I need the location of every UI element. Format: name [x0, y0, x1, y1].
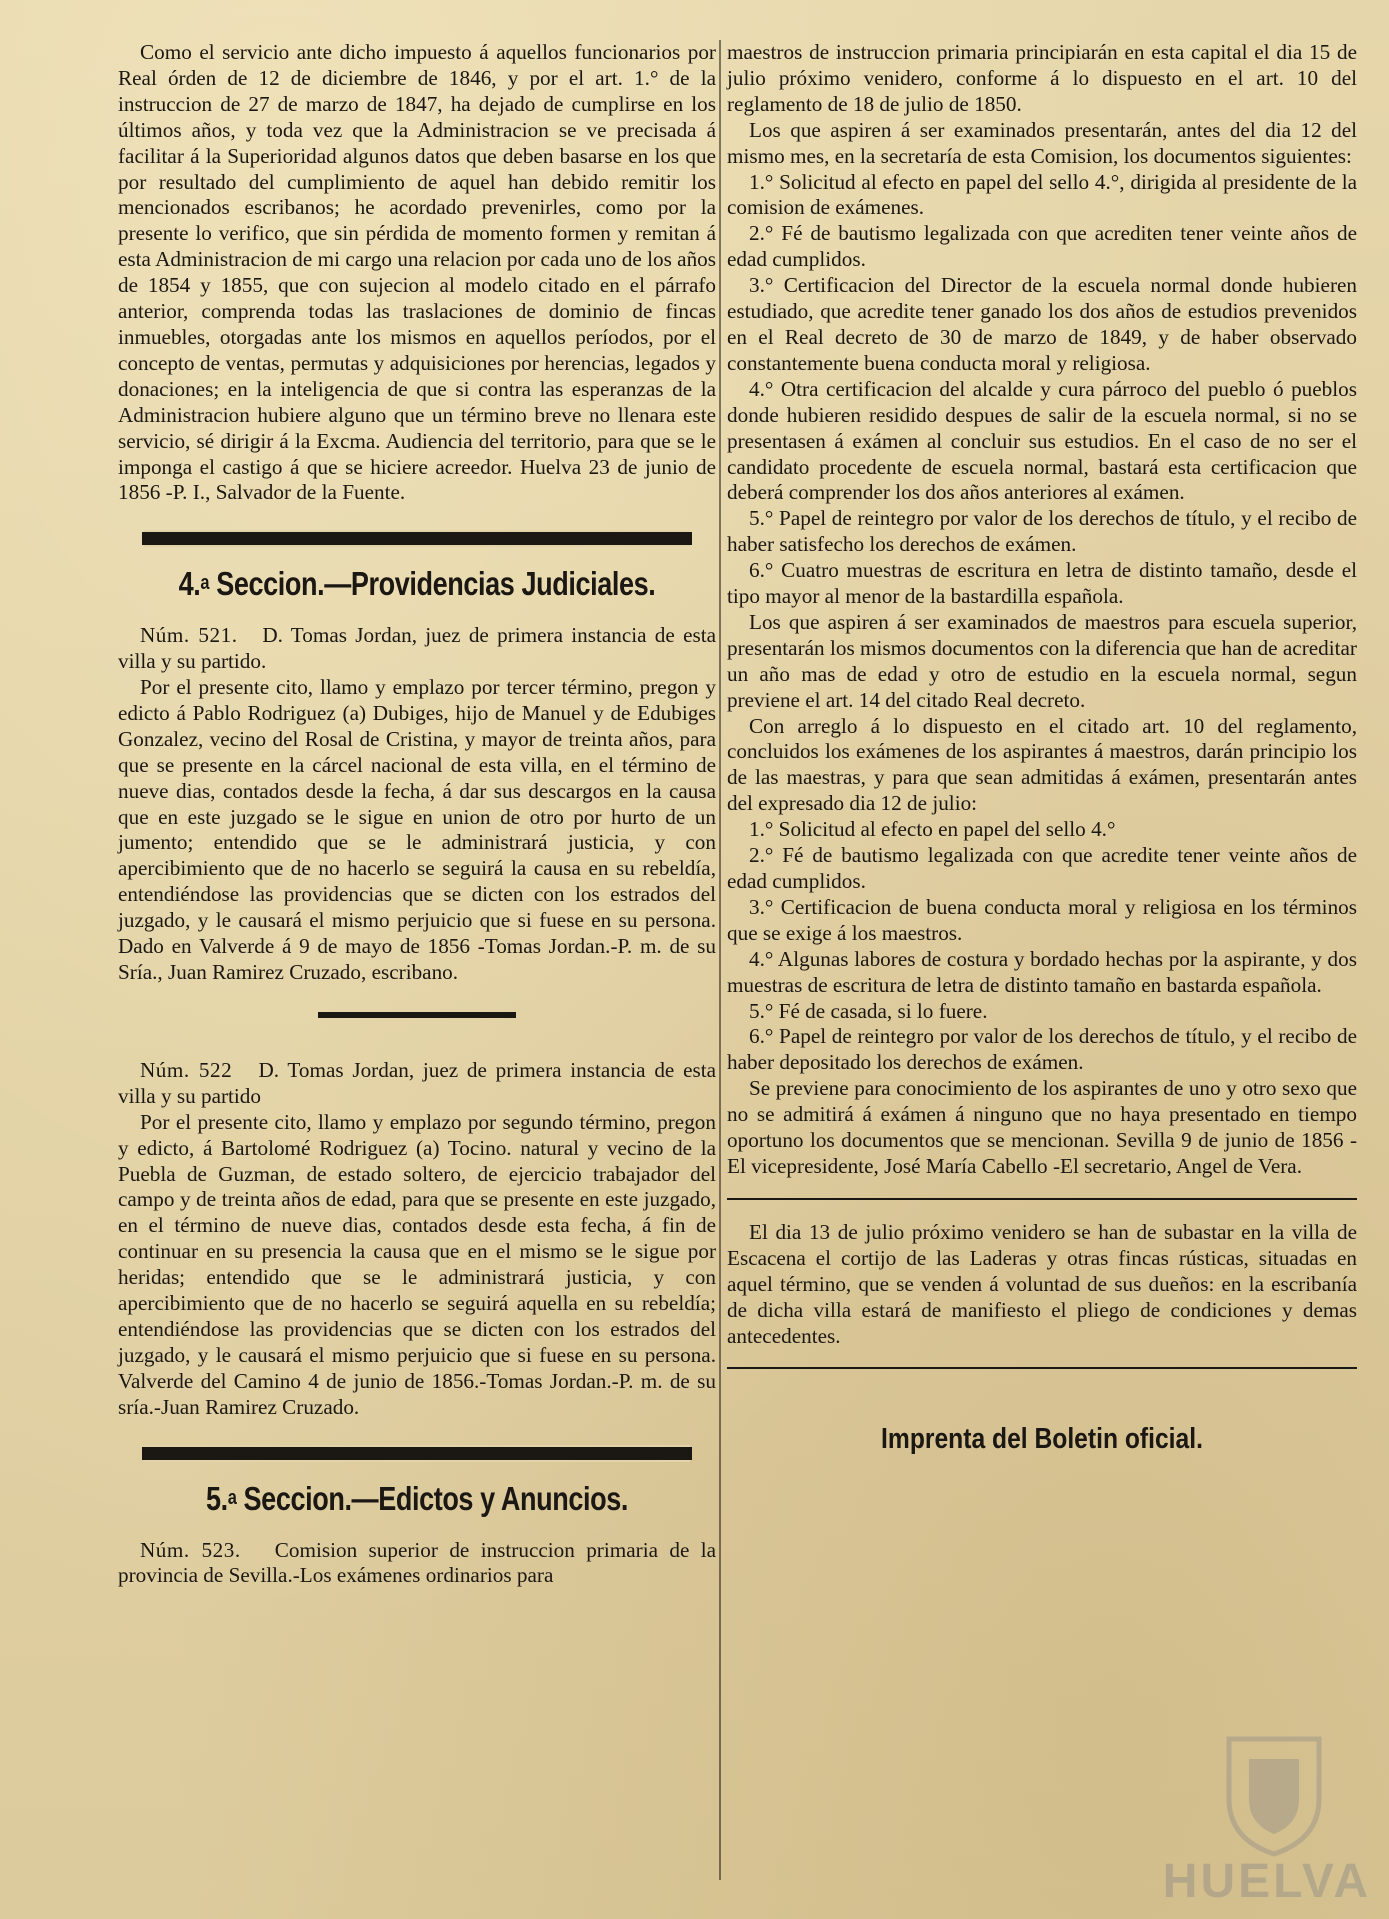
requirement-item: 2.° Fé de bautismo legalizada con que acrediten tener veinte años de edad cumplidos. [727, 221, 1357, 272]
notice-523 [118, 1538, 716, 1590]
male-requirements-list [727, 170, 1357, 610]
superior-school-paragraph: Los que aspiren á ser examinados de maestros para escuela superior, presentarán los mismos documentos con la diferencia que han de acreditar un año mas de edad y otro de estudio en la escuela normal, segun previene el art. 14 del citado Real decreto. [727, 609, 1357, 712]
section-divider-thick [142, 1447, 692, 1460]
administration-notice: Como el servicio ante dicho impuesto á aquellos funcionarios por Real órden de 12 de diciembre de 1846, y por el art. 1.° de la instruccion de 27 de marzo de 1847, ha dejado de cumplirse en los últimos años, y toda vez que la Administracion se ve precisada á facilitar á la Superioridad algunos datos que deben basarse en los que por resultado del cumplimiento de aquel han debido remitir los mencionados escribanos; he acordado prevenirles, como por la presente lo verifico, que sin pérdida de momento formen y remitan á esta Administracion de mi cargo una relacion por cada uno de los años de 1854 y 1855, que con sujecion al modelo citado en el párrafo anterior, comprenda todas las traslaciones de dominio de fincas inmuebles, otorgadas ante los mismos en aquellos períodos, por el concepto de ventas, permutas y adquisiciones por herencias, legados y donaciones; en la inteligencia de que si contra las esperanzas de la Administracion hubiere alguno que un término breve no llenara este servicio, sé dirigir á la Excma. Audiencia del territorio, para que se le imponga el castigo á que se hiciere acreedor. Huelva 23 de junio de 1856 -P. I., Salvador de la Fuente. [118, 40, 716, 505]
requirement-item: 5.° Papel de reintegro por valor de los derechos de título, y el recibo de haber satisfecho los derechos de exámen. [727, 506, 1357, 557]
female-exam-intro: Con arreglo á lo dispuesto en el citado art. 10 del reglamento, concluidos los exámenes de los aspirantes á maestros, darán principio los de las maestras, y para que sean admitidas á exámen, presentarán antes del expresado dia 12 de julio: [727, 713, 1357, 816]
notice-number: Núm. 523. [140, 1537, 241, 1562]
requirement-item: 3.° Certificacion del Director de la escuela normal donde hubieren estudiado, que acredite tener ganado los dos años de estudios prevenidos en el Real decreto de 30 de marzo de 1849, y de haber observado constantemente buena conducta moral y religiosa. [727, 273, 1357, 375]
right-column [727, 40, 1357, 1456]
exam-notice-continued: maestros de instruccion primaria principiarán en esta capital el dia 15 de julio próximo venidero, conforme á lo dispuesto en el art. 10 del reglamento de 18 de julio de 1850. [727, 40, 1357, 116]
printer-imprint: Imprenta del Boletin oficial. [881, 1423, 1203, 1456]
section-5-heading: 5.$^a$ Seccion.—Edictos y Anuncios. [205, 1479, 629, 1517]
notice-522 [118, 1058, 716, 1110]
exam-requirements-intro: Los que aspiren á ser examinados presentarán, antes del dia 12 del mismo mes, en la secretaría de esta Comision, los documentos siguientes: [727, 117, 1357, 168]
section-divider-thick [142, 532, 692, 545]
requirement-item: 5.° Fé de casada, si lo fuere. [749, 998, 988, 1023]
female-requirements-list [727, 817, 1357, 1076]
notice-521-body: Por el presente cito, llamo y emplazo por tercer término, pregon y edicto á Pablo Rodriguez (a) Dubiges, hijo de Manuel y de Edubiges Gonzalez, vecino del Rosal de Cristina, y mayor de treinta años, para que se presente en la cárcel nacional de esta villa, en el término de nueve dias, contados desde la fecha, á dar sus descargos en la causa que en este juzgado se le sigue en union de otro por hurto de un jumento; entendido que se le administrará justicia, y con apercibimiento que de no hacerlo se seguirá la causa en su rebeldía, entendiéndose las providencias que se dicten con los estrados del juzgado, y le causará el mismo perjuicio que si fuese en su persona. Dado en Valverde á 9 de mayo de 1856 -Tomas Jordan.-P. m. de su Sría., Juan Ramirez Cruzado, escribano. [118, 675, 716, 984]
crest-watermark-icon [1199, 1729, 1349, 1859]
notice-body: Comision superior de instruccion primaria de la provincia de Sevilla.-Los exámenes ordinarios para [118, 1537, 717, 1588]
notice-number: Núm. 521. [140, 623, 238, 648]
notice-divider [727, 1198, 1357, 1200]
requirement-item: 3.° Certificacion de buena conducta moral y religiosa en los términos que se exige á los maestros. [727, 894, 1357, 945]
notice-divider [727, 1367, 1357, 1369]
left-column [118, 40, 716, 1589]
notice-divider [318, 1012, 516, 1018]
notice-522-body: Por el presente cito, llamo y emplazo por segundo término, pregon y edicto, á Bartolomé Rodriguez (a) Tocino. natural y vecino de la Puebla de Guzman, de estado soltero, de ejercicio trabajador del campo y de treinta años de edad, para que se presente en este juzgado, en el término de nueve dias, contados desde esta fecha, á fin de continuar en su presencia la causa que en el mismo se le sigue por heridas; entendido que se le administrará justicia, y con apercibimiento que de no hacerlo se seguirá aquella en su rebeldía; entendiéndose las providencias que se dicten con los estrados del juzgado, y le causará el mismo perjuicio que si fuese en su persona. Valverde del Camino 4 de junio de 1856.-Tomas Jordan.-P. m. de su sría.-Juan Ramirez Cruzado. [118, 1109, 716, 1419]
watermark-text: HUELVA [1162, 1855, 1371, 1908]
requirement-item: 6.° Papel de reintegro por valor de los derechos de título, y el recibo de haber depositado los derechos de exámen. [727, 1024, 1357, 1075]
notice-lead: D. Tomas Jordan, juez de primera instancia de esta villa y su partido. [118, 623, 717, 674]
notice-lead: D. Tomas Jordan, juez de primera instancia de esta villa y su partido [118, 1057, 717, 1108]
requirement-item: 4.° Algunas labores de costura y bordado hechas por la aspirante, y dos muestras de escritura de letra de distinto tamaño en bastarda española. [727, 946, 1357, 997]
warning-paragraph: Se previene para conocimiento de los aspirantes de uno y otro sexo que no se admitirá á exámen á ninguno que no haya presentado en tiempo oportuno los documentos que se mencionan. Sevilla 9 de junio de 1856 -El vicepresidente, José María Cabello -El secretario, Angel de Vera. [727, 1076, 1357, 1178]
requirement-item: 4.° Otra certificacion del alcalde y cura párroco del pueblo ó pueblos donde hubieren residido despues de salir de la escuela normal, si no se presentasen á exámen al concluir sus estudios. En el caso de no ser el candidato procedente de escuela normal, bastará esta certificacion que deberá comprender los dos años anteriores al exámen. [727, 376, 1357, 505]
requirement-item: 6.° Cuatro muestras de escritura en letra de distinto tamaño, desde el tipo mayor al menor de la bastardilla española. [727, 558, 1357, 609]
section-4-heading: 4.$^a$ Seccion.—Providencias Judiciales. [178, 565, 656, 603]
auction-notice: El dia 13 de julio próximo venidero se han de subastar en la villa de Escacena el cortijo de las Laderas y otras fincas rústicas, situadas en aquel término, que se venden á voluntad de sus dueños: en la escribanía de dicha villa estará de manifiesto el pliego de condiciones y demas antecedentes. [727, 1219, 1357, 1348]
notice-number: Núm. 522 [140, 1057, 233, 1082]
column-divider [719, 40, 721, 1880]
requirement-item: 2.° Fé de bautismo legalizada con que acredite tener veinte años de edad cumplidos. [727, 843, 1357, 893]
requirement-item: 1.° Solicitud al efecto en papel del sello 4.°, dirigida al presidente de la comision de exámenes. [727, 169, 1357, 220]
requirement-item: 1.° Solicitud al efecto en papel del sello 4.° [749, 817, 1116, 842]
notice-521 [118, 623, 716, 675]
